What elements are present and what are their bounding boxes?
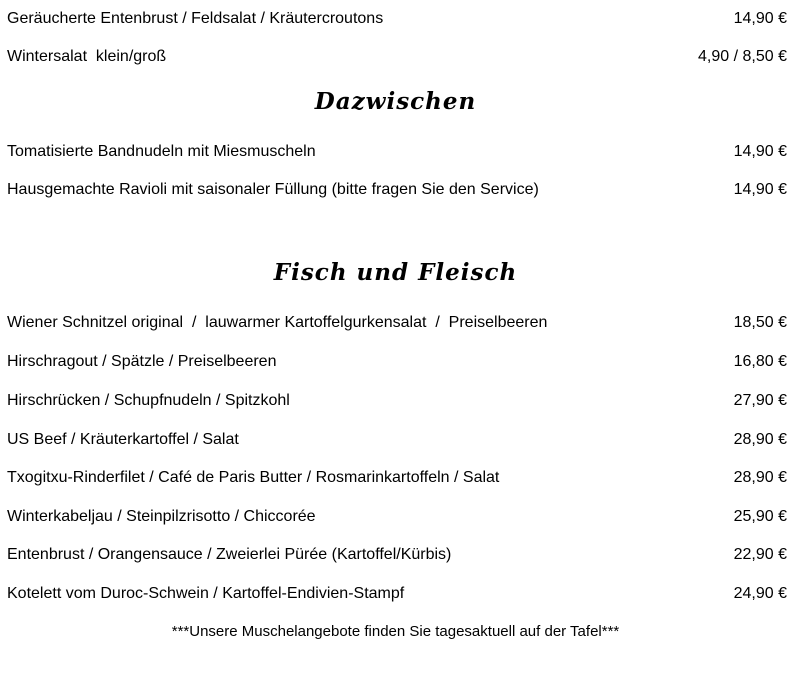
section-heading-dazwischen: Dazwischen (314, 88, 477, 115)
menu-item (7, 505, 787, 529)
menu-item-price: 28,90 € (733, 469, 787, 486)
menu-item-name: Entenbrust / Orangensauce / Zweierlei Pürée (Kartoffel/Kürbis) (7, 546, 452, 563)
menu-item-price: 28,90 € (733, 431, 787, 448)
menu-item-price: 16,80 € (733, 353, 787, 370)
menu-item-price: 22,90 € (733, 546, 787, 563)
menu-item-price: 4,90 / 8,50 € (698, 48, 787, 65)
menu-item (7, 389, 787, 413)
menu-item-price: 14,90 € (733, 181, 787, 198)
menu-item-name: Hirschrücken / Schupfnudeln / Spitzkohl (7, 392, 290, 409)
menu-item (7, 350, 787, 374)
menu-item (7, 311, 787, 335)
menu-item-price: 24,90 € (733, 585, 787, 602)
menu-item (7, 45, 787, 69)
menu-item-name: Txogitxu-Rinderfilet / Café de Paris Butter / Rosmarinkartoffeln / Salat (7, 469, 500, 486)
menu-item-price: 27,90 € (733, 392, 787, 409)
menu-item-price: 25,90 € (733, 508, 787, 525)
menu-item (7, 428, 787, 452)
footer-note: ***Unsere Muschelangebote finden Sie tagesaktuell auf der Tafel*** (171, 623, 620, 640)
menu-item-name: Kotelett vom Duroc-Schwein / Kartoffel-Endivien-Stampf (7, 585, 405, 602)
menu-item-price: 14,90 € (733, 143, 787, 160)
menu-item (7, 466, 787, 490)
menu-item-name: Geräucherte Entenbrust / Feldsalat / Kräutercroutons (7, 10, 384, 27)
menu-item-name: Hirschragout / Spätzle / Preiselbeeren (7, 353, 277, 370)
menu-item-price: 14,90 € (733, 10, 787, 27)
menu-item (7, 582, 787, 606)
section-heading-fisch-und-fleisch: Fisch und Fleisch (273, 259, 518, 286)
menu-item (7, 178, 787, 202)
menu-item (7, 543, 787, 567)
menu-item-name: US Beef / Kräuterkartoffel / Salat (7, 431, 239, 448)
menu-item (7, 140, 787, 164)
menu-item-name: Wintersalat klein/groß (7, 48, 167, 65)
menu-item-name: Tomatisierte Bandnudeln mit Miesmuscheln (7, 143, 316, 160)
menu-item-name: Winterkabeljau / Steinpilzrisotto / Chiccorée (7, 508, 316, 525)
menu-item-name: Hausgemachte Ravioli mit saisonaler Füllung (bitte fragen Sie den Service) (7, 181, 539, 198)
menu-item-name: Wiener Schnitzel original / lauwarmer Kartoffelgurkensalat / Preiselbeeren (7, 314, 548, 331)
menu-item-price: 18,50 € (733, 314, 787, 331)
menu-item (7, 7, 787, 31)
